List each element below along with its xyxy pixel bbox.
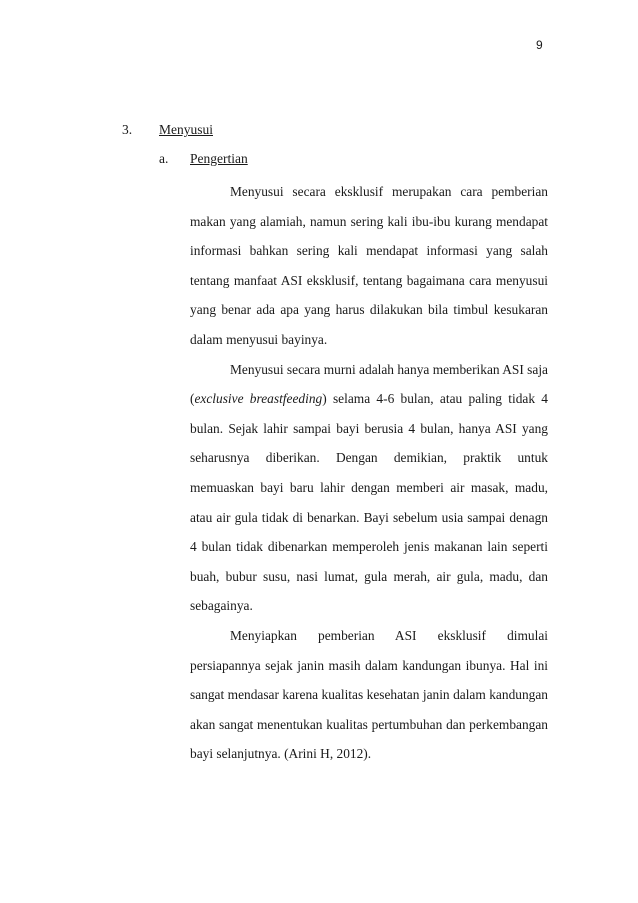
paragraph-2-lead: Menyusui secara murni adalah hanya memberikan ASI saja ( xyxy=(190,361,548,407)
subsection-title: Pengertian xyxy=(190,151,248,166)
page-number: 9 xyxy=(536,38,543,52)
paragraph-2-italic-term: exclusive breastfeeding xyxy=(194,391,323,407)
subsection-letter: a. xyxy=(159,151,169,166)
section-number: 3. xyxy=(122,122,133,137)
paragraph-3: Menyiapkan pemberian ASI eksklusif dimulai persiapannya sejak janin masih dalam kandungan ibunya. Hal ini sangat mendasar karena kualitas kesehatan janin dalam kandungan akan sangat menentukan kualitas pertumbuhan dan perkembangan bayi selanjutnya. (Arini H, 2012). xyxy=(190,627,548,762)
paragraph-2 xyxy=(190,355,548,621)
paragraph-1: Menyusui secara eksklusif merupakan cara pemberian makan yang alamiah, namun sering kali ibu-ibu kurang mendapat informasi bahkan sering kali mendapat informasi yang salah tentang manfaat ASI eksklusif, tentang bagaimana cara menyusui yang benar ada apa yang harus dilakukan bila timbul kesukaran dalam menyusui bayinya. xyxy=(190,184,548,347)
paragraph-2-rest: ) selama 4-6 bulan, atau paling tidak 4 bulan. Sejak lahir sampai bayi berusia 4 bulan, hanya ASI yang seharusnya diberikan. Dengan demikian, praktik untuk memuaskan bayi baru lahir dengan memberi air masak, madu, atau air gula tidak di benarkan. Bayi sebelum usia sampai denagn 4 bulan tidak dibenarkan memperoleh jenis makanan lain seperti buah, bubur susu, nasi lumat, gula merah, air gula, madu, dan sebagainya. xyxy=(190,391,549,614)
body-text xyxy=(190,177,548,769)
section-title: Menyusui xyxy=(159,122,213,137)
